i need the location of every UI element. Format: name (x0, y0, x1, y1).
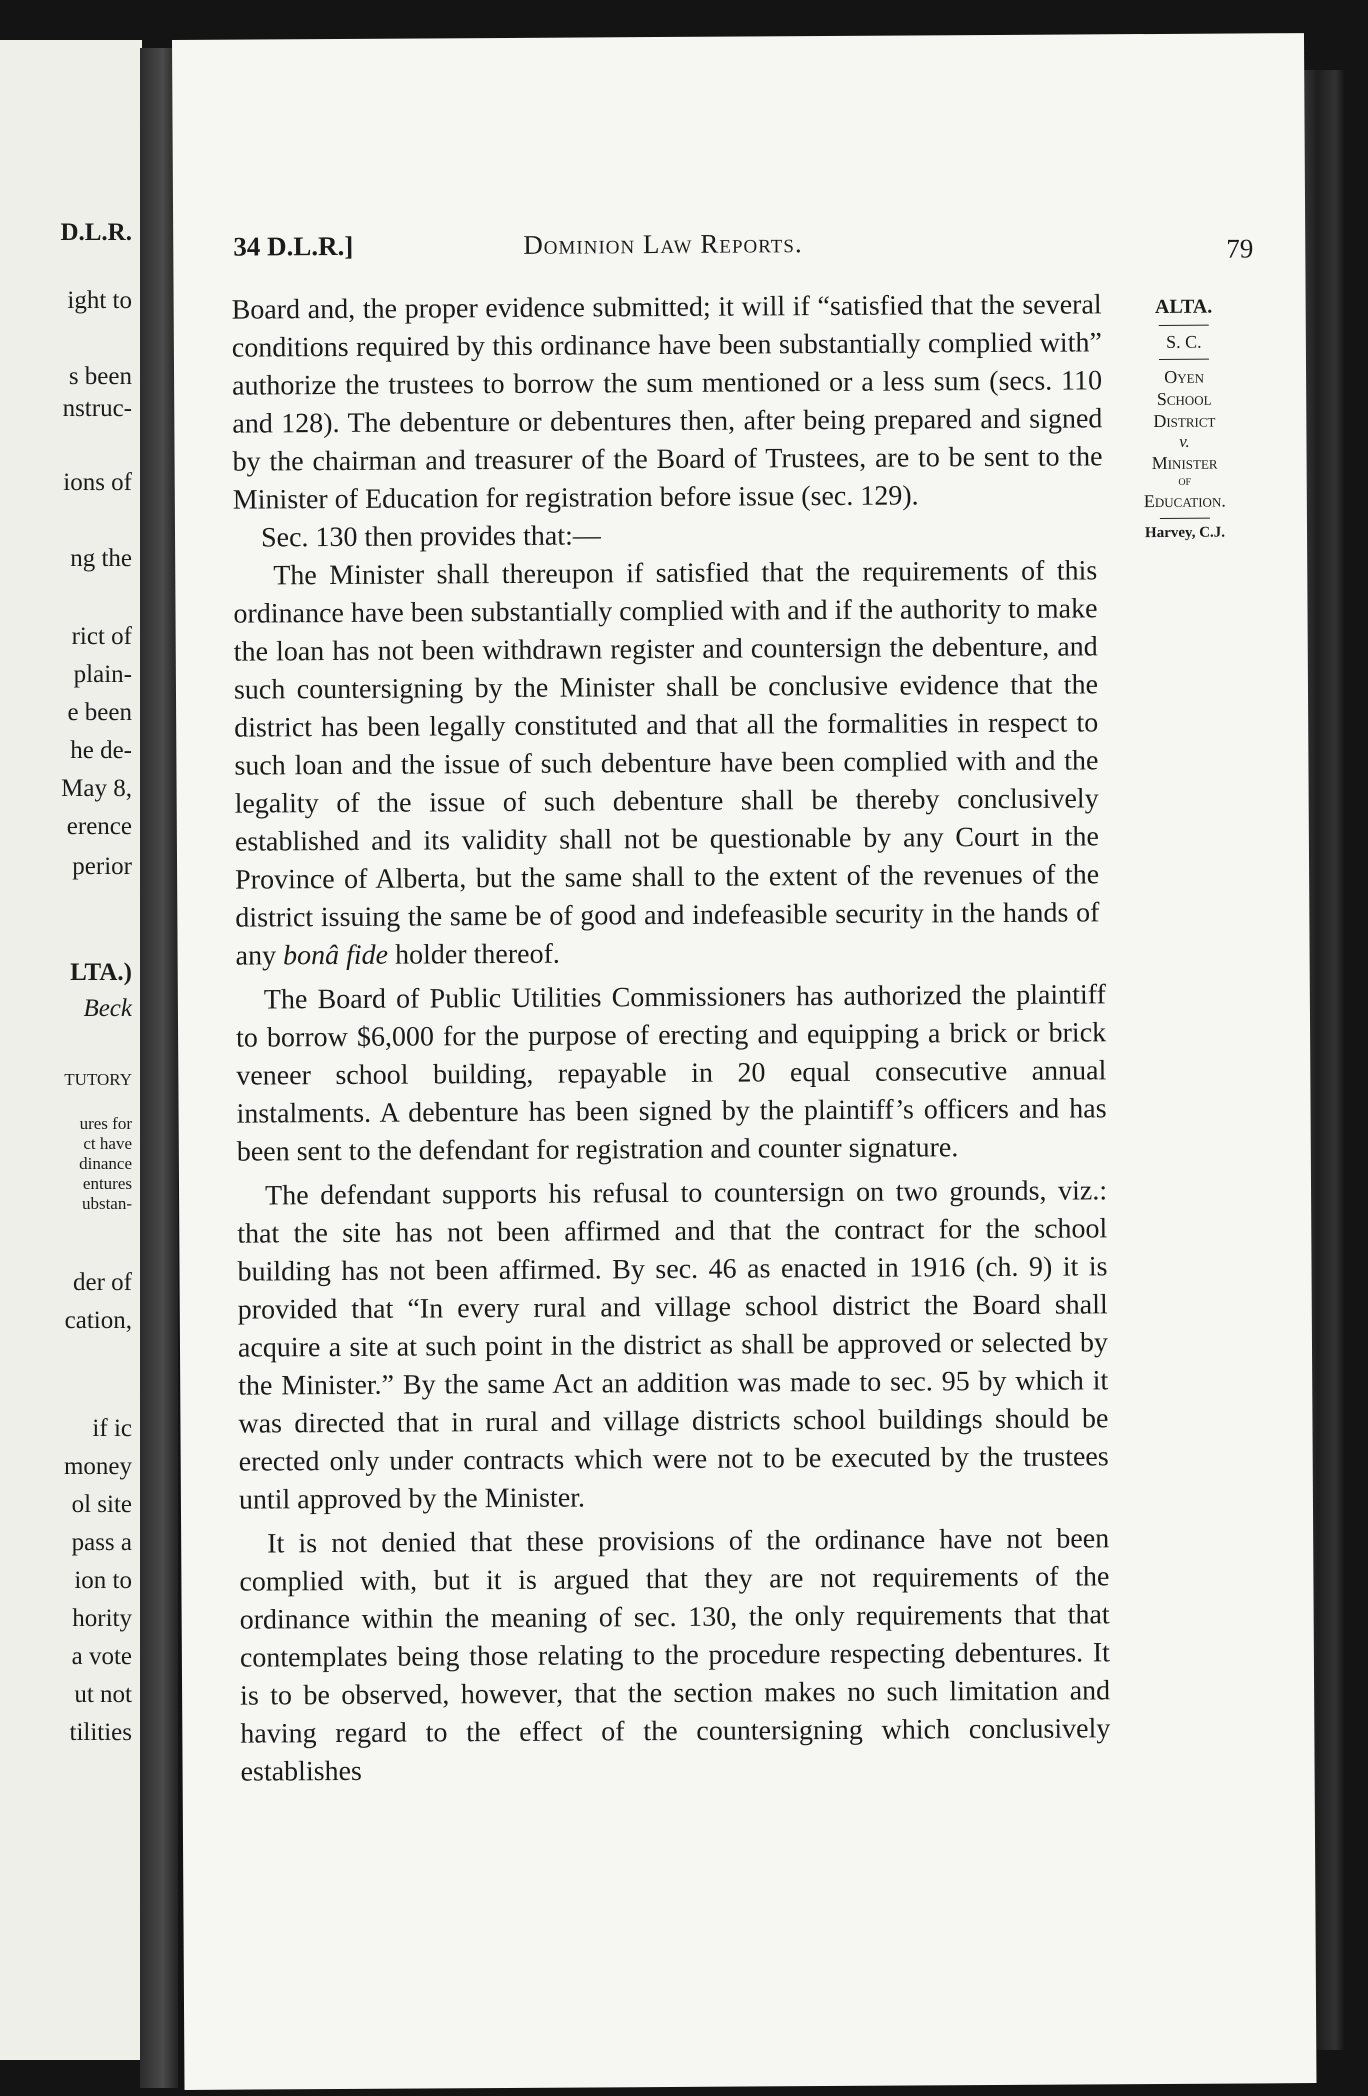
left-page-text-line: pass a (71, 1529, 132, 1556)
left-page-text-line: hority (72, 1605, 132, 1632)
body-text (232, 286, 1111, 1791)
province: ALTA. (1154, 295, 1213, 318)
left-page-text-line: cation, (64, 1307, 132, 1334)
case-name-line: Minister (1151, 452, 1218, 474)
running-header (233, 225, 1253, 271)
versus: v. (1179, 431, 1190, 451)
case-name-line: Education. (1143, 490, 1226, 512)
left-page-text-line: ight to (67, 287, 132, 314)
left-facing-page (0, 40, 142, 2060)
paragraph: The Board of Public Utilities Commissioners has authorized the plaintiff to borrow $6,000 for the purpose of erecting and equipping a brick or brick veneer school building, repayable in 20 equal consecutive annual instalments. A debenture has been signed by the plaintiff’s officers and has been sent to the defendant for registration and counter signature. (236, 979, 1107, 1168)
left-page-text-line: he de- (70, 737, 132, 764)
left-page-text-line: ures for (79, 1114, 132, 1133)
paragraph: Board and, the proper evidence submitted; it will if “satisfied that the several conditions required by this ordinance have been substantially complied with” authorize the trustees to borrow the sum mentioned or a less sum (secs. 110 and 128). The debenture or debentures then, after being prepared and signed by the chairman and treasurer of the Board of Trustees, are to be sent to the Minister of Education for registration before issue (sec. 129). (231, 289, 1103, 516)
left-page-text-line: rict of (71, 623, 132, 650)
statute-quote (233, 552, 1106, 975)
judge-name: Harvey, C.J. (1144, 524, 1226, 542)
quote-text: The Minister shall thereupon if satisfied that the requirements of this ordinance have been substantially complied with and if the authority to make the loan has not been withdrawn register and countersign the debenture, and such countersigning by the Minister shall be conclusive evidence that the district has been legally constituted and that all the formalities in respect to such loan and the issue of such debenture have been complied with and the legality of the issue of such debenture shall be thereby conclusively established and its validity shall not be questionable by any Court in the Province of Alberta, but the same shall to the extent of the revenues of the district issuing the same be of good and indefeasible security in the hands of any (233, 555, 1100, 972)
case-name-line: of (1178, 473, 1192, 489)
case-name-line: District (1153, 410, 1216, 432)
left-page-text-line: ion to (74, 1567, 132, 1594)
reporter-title: Dominion Law Reports. (523, 228, 803, 260)
left-page-text-line: ut not (74, 1681, 132, 1708)
left-page-text-line: ol site (71, 1491, 132, 1518)
left-page-text-line: ions of (63, 469, 132, 496)
left-page-text-line: der of (73, 1269, 132, 1296)
left-page-text-line: perior (72, 853, 132, 880)
left-page-text-line: ng the (70, 545, 132, 572)
paragraph: Sec. 130 then provides that:— (260, 520, 601, 554)
left-page-text-line: e been (67, 699, 132, 726)
left-page-text-line: dinance (79, 1154, 132, 1173)
left-page-text-line: tilities (69, 1719, 132, 1746)
left-page-text-line: plain- (73, 661, 132, 688)
left-page-text-line: ubstan- (81, 1194, 132, 1213)
divider (1159, 325, 1209, 326)
left-page-text-line: May 8, (61, 775, 132, 802)
left-page-text-line: money (63, 1453, 132, 1480)
left-page-text-line: entures (82, 1174, 132, 1193)
left-page-text-line: Beck (83, 995, 132, 1022)
quote-text: holder thereof. (394, 938, 560, 971)
left-page-text-line: nstruc- (62, 395, 132, 422)
paragraph: The defendant supports his refusal to countersign on two grounds, viz.: that the site has not been affirmed and that the contract for the school building has not been affirmed. By sec. 46 as enacted in 1916 (ch. 9) it is provided that “In every rural and village school district the Board shall acquire a site at such point in the district as shall be approved or selected by the Minister.” By the same Act an addition was made to sec. 95 by which it was directed that in rural and village districts school buildings should be erected only under contracts which were not to be executed by the trustees until approved by the Minister. (237, 1175, 1109, 1516)
case-sidenote (1109, 295, 1260, 542)
case-name-line: Oyen (1164, 366, 1204, 387)
divider (1159, 359, 1209, 360)
quote-italic: bonâ fide (282, 939, 389, 972)
volume-reference: 34 D.L.R.] (233, 230, 354, 262)
left-page-text-line: LTA.) (70, 959, 132, 986)
court: S. C. (1166, 331, 1202, 352)
left-page-text-line: a vote (71, 1643, 132, 1670)
left-page-text-line: D.L.R. (60, 219, 132, 246)
paragraph: It is not denied that these provisions of the ordinance have not been complied with, but it is argued that they are not requirements of the ordinance within the meaning of sec. 130, the only requirements that that contemplates being those relating to the procedure respecting debentures. It is to be observed, however, that the section makes no such limitation and having regard to the effect of the countersigning which conclusively establishes (239, 1523, 1111, 1788)
page-number: 79 (1226, 233, 1254, 264)
left-page-text-line: if ic (92, 1415, 132, 1442)
left-page-text-line: ct have (83, 1134, 132, 1153)
left-page-text-line: TUTORY (64, 1070, 132, 1089)
case-name-line: School (1156, 388, 1212, 409)
left-page-text-line: s been (68, 363, 132, 390)
left-page-text-line: erence (66, 813, 132, 840)
book-page (172, 33, 1317, 2090)
book-gutter (140, 48, 178, 2088)
divider (1160, 518, 1210, 519)
